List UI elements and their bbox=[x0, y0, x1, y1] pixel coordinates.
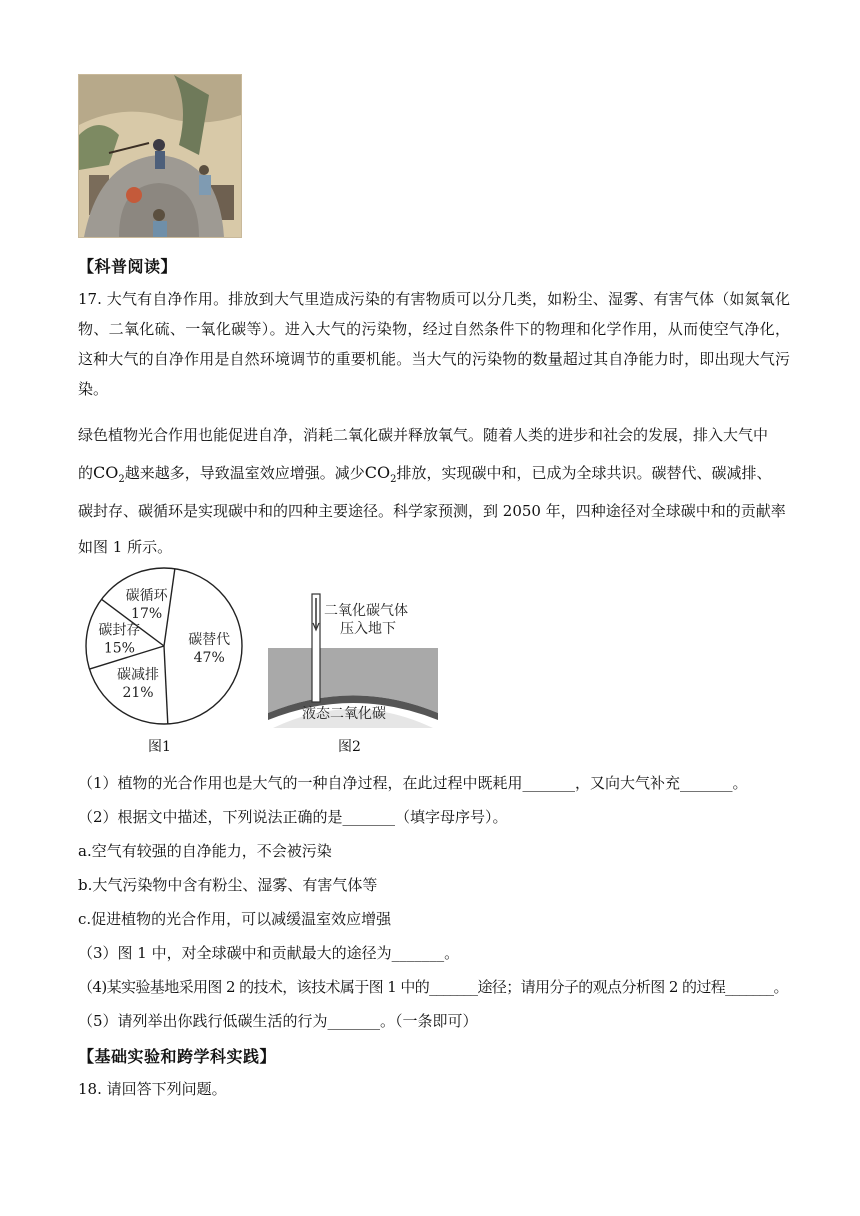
figure2-top-label-line2: 压入地下 bbox=[340, 621, 396, 637]
option-a: a.空气有较强的自净能力，不会被污染 bbox=[78, 842, 332, 860]
pie-value-carbon-cycle: 17% bbox=[131, 606, 163, 623]
illustration-painting bbox=[78, 74, 242, 238]
question-5: （5）请列举出你践行低碳生活的行为_______。（一条即可） bbox=[78, 1012, 478, 1030]
figure2-diagram bbox=[268, 588, 438, 758]
q17-text-de: 的 bbox=[78, 464, 94, 482]
q17-paragraph-2a: 绿色植物光合作用也能促进自净，消耗二氧化碳并释放氧气。随着人类的进步和社会的发展，排入大气中 bbox=[78, 426, 769, 444]
question-1: （1）植物的光合作用也是大气的一种自净过程，在此过程中既耗用_______，又向大气补充_______。 bbox=[78, 774, 748, 792]
question-18: 18. 请回答下列问题。 bbox=[78, 1080, 227, 1098]
pie-label-carbon-cycle: 碳循环 bbox=[125, 588, 168, 605]
pie-label-carbon-storage: 碳封存 bbox=[98, 622, 141, 639]
pie-value-carbon-reduction: 21% bbox=[122, 685, 154, 702]
pie-label-carbon-substitution: 碳替代 bbox=[188, 632, 231, 649]
section-practice-heading: 【基础实验和跨学科实践】 bbox=[78, 1047, 277, 1066]
pie-chart-svg bbox=[78, 566, 250, 726]
co2-formula-1 bbox=[93, 463, 125, 486]
figure1-pie-chart bbox=[78, 566, 250, 756]
option-c: c.促进植物的光合作用，可以减缓温室效应增强 bbox=[78, 910, 392, 928]
pie-value-carbon-storage: 15% bbox=[103, 640, 135, 657]
section-reading-heading: 【科普阅读】 bbox=[78, 257, 178, 276]
figure2-top-label bbox=[324, 602, 436, 638]
question-3: （3）图 1 中，对全球碳中和贡献最大的途径为_______。 bbox=[78, 944, 460, 962]
pie-label-carbon-reduction: 碳减排 bbox=[117, 667, 160, 684]
question-4: （4)某实验基地采用图 2 的技术，该技术属于图 1 中的_______途径；请用分子的观点分析图 2 的过程_______。 bbox=[78, 978, 788, 996]
co2-main: CO bbox=[93, 463, 119, 482]
q17-paragraph-2d: 如图 1 所示。 bbox=[78, 538, 173, 556]
question-2: （2）根据文中描述，下列说法正确的是_______（填字母序号）。 bbox=[78, 808, 508, 826]
co2-sub: 2 bbox=[390, 474, 397, 486]
option-b: b.大气污染物中含有粉尘、湿雾、有害气体等 bbox=[78, 876, 378, 894]
co2-formula-2 bbox=[364, 463, 397, 486]
q17-text-more: 越来越多，导致温室效应增强。减少 bbox=[124, 464, 365, 482]
co2-sub: 2 bbox=[118, 474, 125, 486]
q17-text-emission: 排放，实现碳中和，已成为全球共识。碳替代、碳减排、 bbox=[396, 464, 772, 482]
q17-paragraph-2c: 碳封存、碳循环是实现碳中和的四种主要途径。科学家预测，到 2050 年，四种途径对全球碳中和的贡献率 bbox=[78, 502, 786, 520]
figure2-bottom-label: 液态二氧化碳 bbox=[302, 706, 386, 722]
pie-value-carbon-substitution: 47% bbox=[193, 650, 225, 667]
q17-paragraph-2b bbox=[78, 462, 798, 485]
q17-paragraph-1: 17. 大气有自净作用。排放到大气里造成污染的有害物质可以分几类，如粉尘、湿雾、有害气体（如氮氧化物、二氧化硫、一氧化碳等）。进入大气的污染物，经过自然条件下的物理和化学作用，从而使空气净化，这种大气的自净作用是自然环境调节的重要机能。当大气的污染物的数量超过其自净能力时，即出现大气污染。 bbox=[78, 290, 790, 398]
figure1-caption: 图1 bbox=[148, 739, 171, 755]
co2-main: CO bbox=[364, 463, 391, 482]
figure2-top-label-line1: 二氧化碳气体 bbox=[324, 603, 408, 619]
figure2-caption: 图2 bbox=[338, 739, 361, 755]
